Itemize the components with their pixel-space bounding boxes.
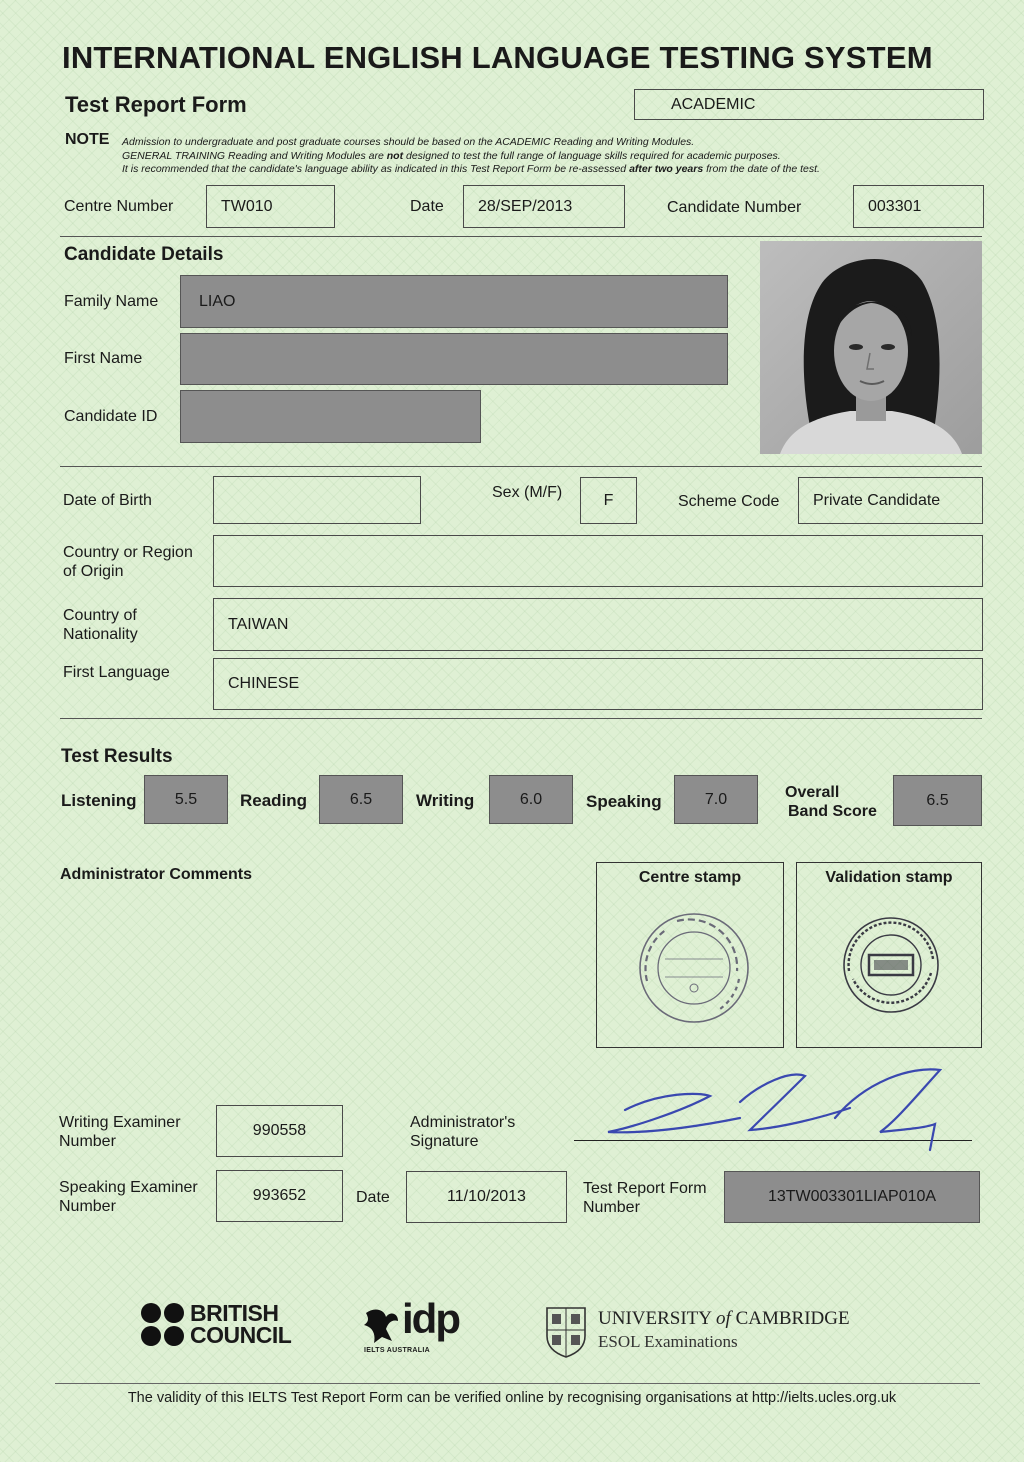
- test-results-heading: Test Results: [61, 746, 173, 767]
- speaking-examiner-label-line-1: Speaking Examiner: [59, 1179, 198, 1196]
- overall-band-label: [785, 783, 877, 821]
- origin-label: [63, 543, 193, 581]
- british-council-dots-icon: [140, 1302, 186, 1348]
- note-line-1: Admission to undergraduate and post graduate courses should be based on the ACADEMIC Reading and Writing Modules.: [122, 136, 695, 148]
- cambridge-line-2: ESOL Examinations: [598, 1332, 738, 1351]
- ielts-validation-stamp-icon: [841, 915, 941, 1015]
- divider: [60, 466, 982, 467]
- origin-label-line-2: of Origin: [63, 563, 124, 580]
- idp-logo: [362, 1295, 477, 1359]
- reading-label: Reading: [240, 791, 308, 810]
- trf-number-field: [724, 1171, 980, 1223]
- idp-subtitle: IELTS AUSTRALIA: [364, 1347, 430, 1354]
- date-label: Date: [410, 198, 444, 215]
- admin-signature-label: [410, 1113, 515, 1151]
- centre-stamp-title: Centre stamp: [638, 869, 742, 886]
- administrator-signature: [590, 1062, 960, 1157]
- centre-number-value: TW010: [221, 197, 273, 215]
- british-council-stamp-icon: [637, 911, 752, 1026]
- nationality-label-line-2: Nationality: [63, 626, 138, 643]
- note-line-2-c: designed to test the full range of language skills required for academic purposes.: [403, 149, 781, 162]
- cambridge-university: UNIVERSITY: [598, 1308, 717, 1329]
- candidate-number-field: [853, 185, 984, 228]
- trf-number-label-line-1: Test Report Form: [583, 1180, 707, 1197]
- nationality-label: [63, 606, 138, 644]
- overall-band-score: [893, 775, 982, 826]
- centre-number-label: Centre Number: [64, 198, 174, 215]
- speaking-label: Speaking: [586, 792, 662, 811]
- sex-field: [580, 477, 637, 524]
- validation-stamp-box: [796, 862, 982, 1048]
- sex-value: F: [603, 491, 614, 509]
- trf-number-label: [583, 1179, 707, 1217]
- listening-score: [144, 775, 228, 824]
- note-line-2: [122, 150, 992, 164]
- bc-line-2: COUNCIL: [190, 1322, 292, 1348]
- writing-examiner-label-line-2: Number: [59, 1133, 116, 1150]
- note-text: [122, 136, 992, 177]
- centre-stamp-box: [596, 862, 784, 1048]
- writing-examiner-value: 990558: [252, 1122, 307, 1139]
- admin-comments-heading: Administrator Comments: [60, 866, 253, 883]
- first-language-label: First Language: [63, 664, 170, 681]
- centre-number-field: [206, 185, 335, 228]
- first-name-label: First Name: [64, 350, 143, 367]
- form-subtitle: Test Report Form: [65, 92, 247, 117]
- writing-score: [489, 775, 573, 824]
- note-line-3-c: from the date of the test.: [703, 163, 820, 175]
- candidate-number-label: Candidate Number: [667, 199, 802, 216]
- trf-number-label-line-2: Number: [583, 1199, 640, 1216]
- sex-label: Sex (M/F): [492, 484, 563, 501]
- issue-date-label: Date: [356, 1189, 390, 1206]
- note-line-2-emphasis: not: [386, 149, 404, 162]
- cambridge-crest-icon: [545, 1306, 587, 1358]
- family-name-label: Family Name: [64, 293, 159, 310]
- test-date-value: 28/SEP/2013: [478, 197, 573, 215]
- first-language-value: CHINESE: [228, 675, 300, 692]
- note-line-3: [122, 163, 992, 177]
- nationality-label-line-1: Country of: [63, 607, 137, 624]
- speaking-score: [674, 775, 758, 824]
- overall-band-value: 6.5: [926, 791, 949, 809]
- british-council-wordmark: [190, 1302, 291, 1346]
- note-line-3-emphasis: after two years: [629, 163, 704, 175]
- listening-value: 5.5: [174, 790, 198, 808]
- speaking-examiner-label: [59, 1178, 198, 1216]
- dob-label: Date of Birth: [63, 492, 152, 509]
- cambridge-name: CAMBRIDGE: [730, 1308, 850, 1329]
- idp-mark-icon: [362, 1305, 402, 1345]
- writing-value: 6.0: [519, 790, 543, 808]
- scheme-code-value: Private Candidate: [813, 491, 941, 509]
- origin-label-line-1: Country or Region: [63, 544, 193, 561]
- scheme-code-label: Scheme Code: [678, 493, 780, 510]
- first-language-field: [213, 658, 983, 710]
- overall-label-line-1: Overall: [785, 784, 840, 801]
- admin-signature-label-line-1: Administrator's: [410, 1114, 516, 1131]
- dob-field: [213, 476, 421, 524]
- speaking-examiner-label-line-2: Number: [59, 1198, 116, 1215]
- note-line-3-a: It is recommended that the candidate's language ability as indicated in this Test Report Form be re-assessed: [122, 163, 630, 175]
- note-label: NOTE: [65, 131, 110, 148]
- nationality-field: [213, 598, 983, 651]
- speaking-value: 7.0: [704, 790, 728, 808]
- reading-score: [319, 775, 403, 824]
- cambridge-of: of: [716, 1308, 731, 1329]
- writing-examiner-label-line-1: Writing Examiner: [59, 1114, 181, 1131]
- issue-date-value: 11/10/2013: [447, 1188, 526, 1205]
- divider: [60, 236, 982, 237]
- test-date-field: [463, 185, 625, 228]
- candidate-photo: [760, 241, 982, 454]
- origin-field: [213, 535, 983, 587]
- admin-signature-label-line-2: Signature: [410, 1133, 479, 1150]
- cambridge-line-1: [598, 1308, 850, 1330]
- candidate-number-value: 003301: [868, 197, 922, 215]
- candidate-id-label: Candidate ID: [64, 408, 158, 425]
- note-line-2-a: GENERAL TRAINING Reading and Writing Modules are: [122, 149, 387, 162]
- module-box: [634, 89, 984, 120]
- divider: [60, 718, 982, 719]
- speaking-examiner-field: [216, 1170, 343, 1222]
- trf-number-value: 13TW003301LIAP010A: [767, 1188, 937, 1205]
- writing-examiner-label: [59, 1113, 181, 1151]
- overall-label-line-2: Band Score: [788, 803, 877, 820]
- candidate-details-heading: Candidate Details: [64, 244, 224, 265]
- document-title: INTERNATIONAL ENGLISH LANGUAGE TESTING SYSTEM: [62, 40, 933, 75]
- family-name-field: [180, 275, 728, 328]
- speaking-examiner-value: 993652: [252, 1187, 307, 1204]
- listening-label: Listening: [61, 791, 137, 810]
- writing-label: Writing: [416, 791, 475, 810]
- cambridge-esol-logo: [545, 1306, 865, 1358]
- reading-value: 6.5: [349, 790, 373, 808]
- validation-stamp-title: Validation stamp: [825, 869, 953, 886]
- british-council-logo: [140, 1302, 300, 1348]
- idp-wordmark: idp: [402, 1295, 459, 1342]
- footer-verification-text: The validity of this IELTS Test Report Form can be verified online by recognising organisations at http://ielts.ucles.org.uk: [127, 1390, 897, 1406]
- bc-line-1: BRITISH: [190, 1300, 279, 1326]
- writing-examiner-field: [216, 1105, 343, 1157]
- family-name-value: LIAO: [199, 292, 236, 310]
- footer-divider: [55, 1383, 980, 1384]
- candidate-id-field-redacted: [180, 390, 481, 443]
- nationality-value: TAIWAN: [228, 615, 289, 633]
- issue-date-field: [406, 1171, 567, 1223]
- scheme-code-field: [798, 477, 983, 524]
- first-name-field-redacted: [180, 333, 728, 385]
- module-value: ACADEMIC: [671, 95, 756, 113]
